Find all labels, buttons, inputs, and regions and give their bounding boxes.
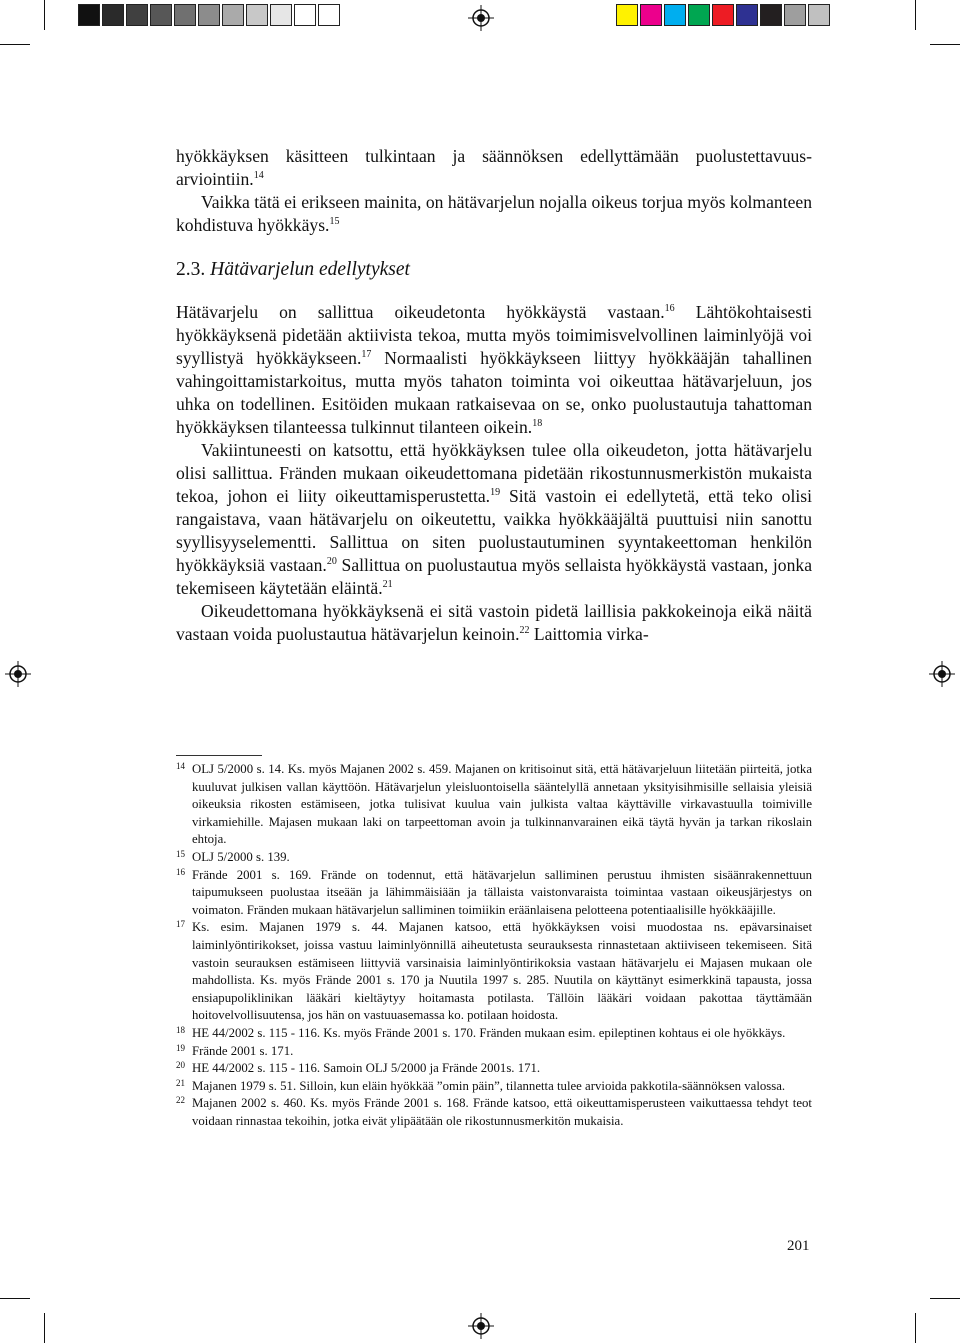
footnote: 21 Majanen 1979 s. 51. Silloin, kun eläin hyökkää ”omin päin”, tilannetta tulee arvioida pakkotila-säännöksen valossa. bbox=[176, 1078, 812, 1096]
footnote: 18 HE 44/2002 s. 115 - 116. Ks. myös Frände 2001 s. 170. Fränden mukaan esim. epileptinen kohtaus ei ole hyökkäys. bbox=[176, 1025, 812, 1043]
main-text bbox=[176, 145, 812, 646]
color-swatch bbox=[246, 4, 268, 26]
section-heading bbox=[176, 258, 812, 282]
footnote-number: 16 bbox=[176, 866, 185, 877]
footnote-ref[interactable]: 14 bbox=[253, 170, 264, 181]
footnote-ref[interactable]: 19 bbox=[490, 487, 501, 498]
footnote-number: 18 bbox=[176, 1024, 185, 1035]
registration-mark-icon bbox=[468, 5, 494, 31]
crop-mark bbox=[0, 1298, 30, 1299]
footnote-ref[interactable]: 15 bbox=[329, 216, 340, 227]
color-swatch bbox=[270, 4, 292, 26]
color-swatch bbox=[102, 4, 124, 26]
footnote-number: 22 bbox=[176, 1095, 185, 1106]
footnote-number: 21 bbox=[176, 1077, 185, 1088]
footnote-ref[interactable]: 18 bbox=[532, 418, 543, 429]
footnotes bbox=[176, 761, 812, 1130]
footnote-number: 20 bbox=[176, 1060, 185, 1071]
color-swatch bbox=[78, 4, 100, 26]
color-swatch bbox=[198, 4, 220, 26]
footnote-number: 19 bbox=[176, 1042, 185, 1053]
color-swatch bbox=[616, 4, 638, 26]
footnote: 22 Majanen 2002 s. 460. Ks. myös Frände 2001 s. 168. Frände katsoo, että oikeuttamisperusteen vaikuttaessa tehdyt teot voidaan rinnastaa tekoihin, jotka eivät ylipäätään ole rikostunnusmerkitön mukaisia. bbox=[176, 1095, 812, 1130]
crop-mark bbox=[44, 0, 45, 30]
paragraph: Vaikka tätä ei erikseen mainita, on hätävarjelun nojalla oikeus torjua myös kolmanteen kohdistuva hyökkäys.$^{15}$ bbox=[176, 192, 812, 235]
page-number: 201 bbox=[787, 1238, 810, 1254]
paragraph: hyökkäyksen käsitteen tulkintaan ja säännöksen edellyttämään puolustettavuus-arviointiin.$^{14}$ bbox=[176, 146, 812, 189]
color-swatch bbox=[736, 4, 758, 26]
color-swatch bbox=[294, 4, 316, 26]
color-swatch bbox=[126, 4, 148, 26]
crop-mark bbox=[930, 1298, 960, 1299]
footnote: 19 Frände 2001 s. 171. bbox=[176, 1043, 812, 1061]
section-number: 2.3. bbox=[176, 259, 206, 280]
crop-mark bbox=[915, 0, 916, 30]
footnote-ref[interactable]: 22 bbox=[519, 625, 530, 636]
footnote: 15 OLJ 5/2000 s. 139. bbox=[176, 849, 812, 867]
footnote-number: 14 bbox=[176, 761, 185, 771]
color-swatch bbox=[784, 4, 806, 26]
footnote: 14 OLJ 5/2000 s. 14. Ks. myös Majanen 2002 s. 459. Majanen on kritisoinut sitä, että hätävarjeluun liitetään piirteitä, jotka kuuluvat julkisen vallan käyttöön. Hätävarjelun yleisluontoisella sääntelyllä annetaan yksityisihmisille sellaisia yleisiä oikeuksia rikosten estämiseen, jotka tulisivat kuulua vain julkista valtaa käyttäville virkavastuulla toimiville virkamiehille. Majasen mukaan laki on tarpeettoman avoin ja tulkinnanvarainen eikä täytä hyvän ja tarkan rikoslain ehtoja. bbox=[176, 761, 812, 849]
footnote-ref[interactable]: 20 bbox=[326, 556, 337, 567]
crop-mark bbox=[930, 44, 960, 45]
footnote-divider bbox=[176, 755, 262, 756]
footnote-ref[interactable]: 21 bbox=[382, 579, 393, 590]
color-bar bbox=[616, 4, 832, 26]
paragraph: Oikeudettomana hyökkäyksenä ei sitä vastoin pidetä laillisia pakkokeinoja eikä näitä vastaan voida puolustautua hätävarjelun keinoin.$^{22}$ Laittomia virka- bbox=[176, 601, 812, 644]
color-swatch bbox=[150, 4, 172, 26]
paragraph: Hätävarjelu on sallittua oikeudetonta hyökkäystä vastaan.$^{16}$ Lähtökohtaisesti hyökkäyksenä pidetään aktiivista tekoa, mutta myös toimimisvelvollinen laiminlyöjä voi syyllistyä hyökkäykseen.$^{17}$ Normaalisti hyökkäykseen liittyy hyökkääjän tahallinen vahingoittamistarkoitus, mutta myös tahaton toiminta voi oikeuttaa hätävarjeluun, jos uhka on todellinen. Esitöiden mukaan ratkaisevaa on se, onko puolustautuja tahattoman hyökkäyksen tilanteessa tulkinnut tilanteen oikein.$^{18}$ bbox=[176, 302, 812, 437]
crop-mark bbox=[44, 1313, 45, 1343]
grey-scale-bar bbox=[78, 4, 342, 26]
color-swatch bbox=[640, 4, 662, 26]
paragraph: Vakiintuneesti on katsottu, että hyökkäyksen tulee olla oikeudeton, jotta hätävarjelu olisi sallittua. Fränden mukaan oikeudettomana pidetään rikostunnusmerkistön mukaista tekoa, johon ei liity oikeuttamisperustetta.$^{19}$ Sitä vastoin ei edellytetä, että teko olisi rangaistava, vaan hätävarjelu on oikeutettu, vaikka hyökkääjältä puuttuisi niin sanottu syyllisyyselementti. Sallittua on siten puolustautuminen syyntakeettoman henkilön hyökkäyksiä vastaan.$^{20}$ Sallittua on puolustautua myös sellaista hyökkäystä vastaan, jonka tekemiseen käytetään eläintä.$^{21}$ bbox=[176, 440, 813, 598]
footnote-number: 15 bbox=[176, 848, 185, 859]
footnote-number: 17 bbox=[176, 919, 185, 930]
registration-mark-icon bbox=[468, 1313, 494, 1339]
footnote-ref[interactable]: 17 bbox=[361, 349, 372, 360]
color-swatch bbox=[318, 4, 340, 26]
crop-mark bbox=[915, 1313, 916, 1343]
footnote: 20 HE 44/2002 s. 115 - 116. Samoin OLJ 5/2000 ja Frände 2001s. 171. bbox=[176, 1060, 812, 1078]
footnote-ref[interactable]: 16 bbox=[664, 303, 675, 314]
color-swatch bbox=[688, 4, 710, 26]
registration-mark-icon bbox=[5, 661, 31, 687]
registration-mark-icon bbox=[929, 661, 955, 687]
footnote: 17 Ks. esim. Majanen 1979 s. 44. Majanen katsoo, että hyökkäyksen voisi muodostaa ns. epävarsinaiset laiminlyöntirikokset, joissa vastuu laiminlyönnillä aiheutetusta seurauksesta rinnastetaan aktiiviseen tekemiseen. Sitä vastoin seurauksen estämiseen liittyviä varsinaisia laiminlyöntirikoksia vastaan hätävarjelu ei Majasen mukaan ole mahdollista. Ks. myös Frände 2001 s. 170 ja Nuutila 1997 s. 285. Nuutila on käyttänyt esimerkkinä tapausta, jossa ensiapupoliklinikan lääkäri kieltäytyy hoitamasta potilasta. Tällöin lääkäri voidaan pakottaa täyttämään hoitovelvollisuutensa, jos hän on vastuuasemassa ko. potilaan hoidosta. bbox=[176, 919, 812, 1025]
color-swatch bbox=[808, 4, 830, 26]
color-swatch bbox=[174, 4, 196, 26]
color-swatch bbox=[664, 4, 686, 26]
color-swatch bbox=[760, 4, 782, 26]
color-swatch bbox=[222, 4, 244, 26]
section-title: Hätävarjelun edellytykset bbox=[210, 259, 410, 280]
footnote: 16 Frände 2001 s. 169. Frände on todennut, että hätävarjelun salliminen perustuu ihmisten sisäänrakennettuun taipumukseen puolustaa itseään ja lähimmäisiään ja tällaista vaistonvaraista toimintaa vastaan oikeusjärjestys on voimaton. Fränden mukaan hätävarjelun salliminen toimiikin eräänlaisena pelotteena potentiaalisille hyökkääjille. bbox=[176, 867, 812, 920]
crop-mark bbox=[0, 44, 30, 45]
color-swatch bbox=[712, 4, 734, 26]
